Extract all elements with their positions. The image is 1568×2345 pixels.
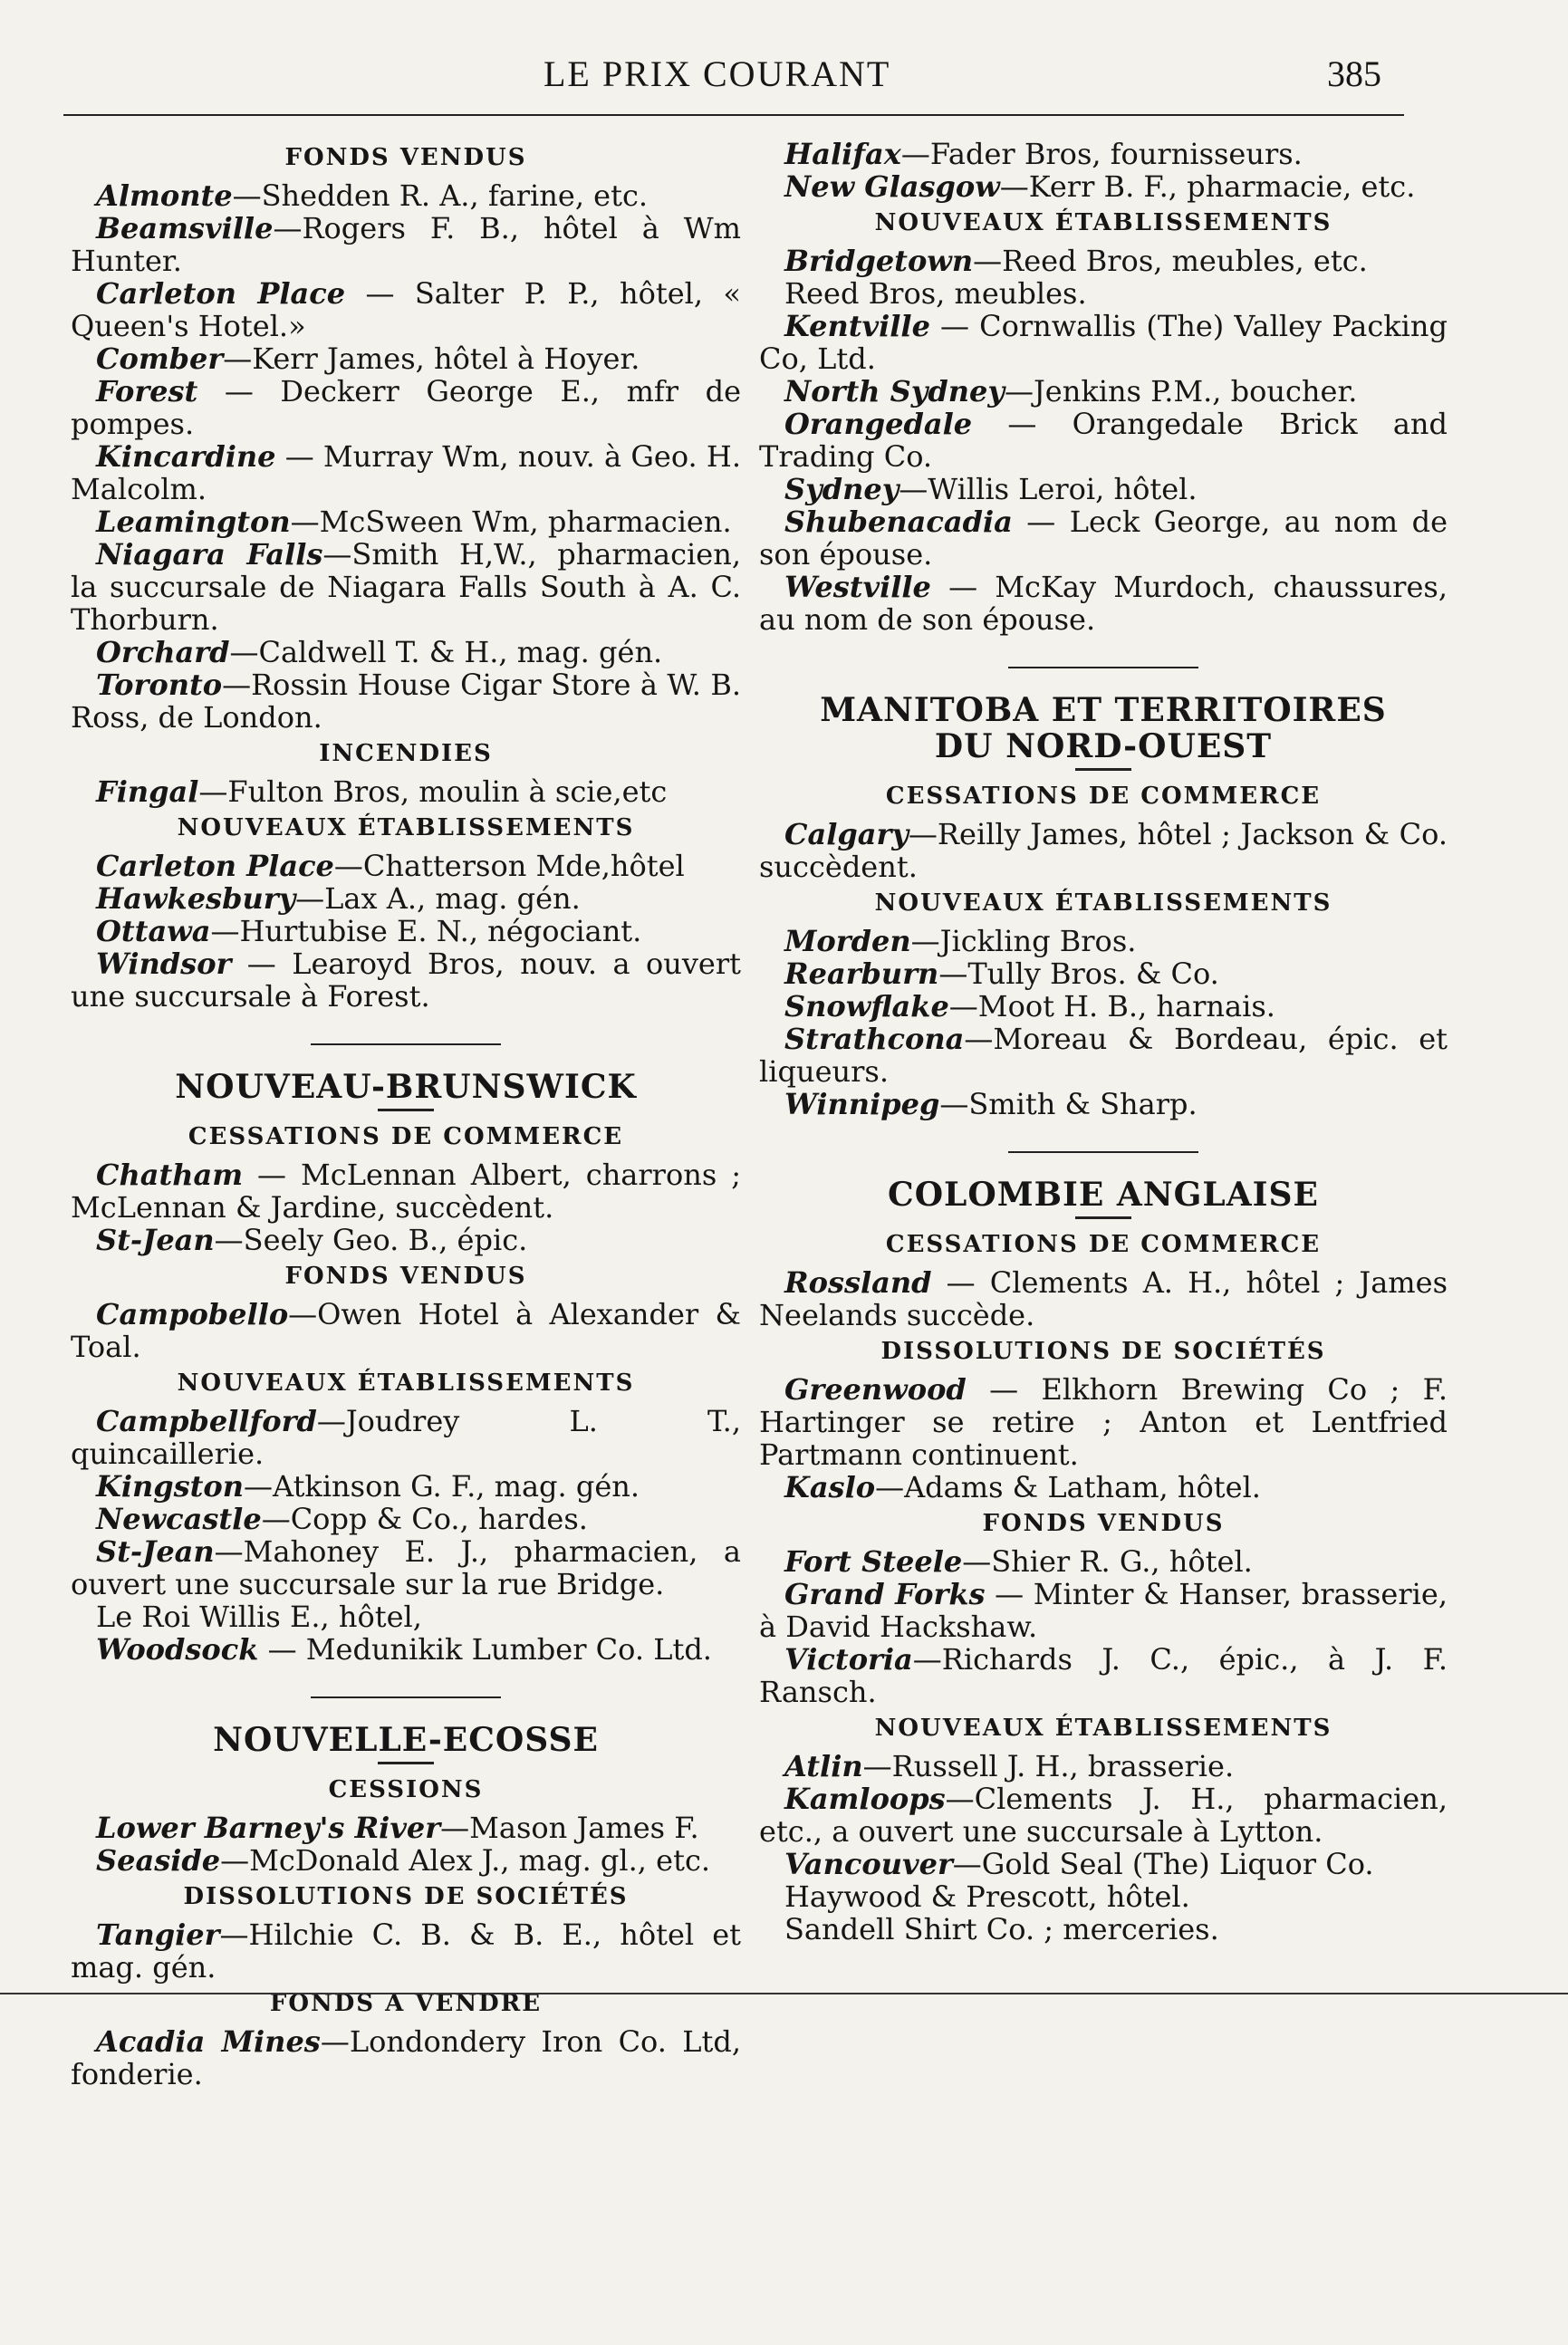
entry-list (71, 1812, 741, 1877)
place-name: Sydney (784, 472, 899, 506)
entry-text: —Kerr James, hôtel à Hoyer. (223, 341, 640, 376)
heading-rule (378, 1762, 434, 1764)
entry-text: —McDonald Alex J., mag. gl., etc. (220, 1843, 711, 1878)
entry-text: —Kerr B. F., pharmacie, etc. (999, 169, 1416, 204)
section-heading: CESSATIONS DE COMMERCE (188, 1123, 624, 1150)
entry-list (759, 245, 1448, 636)
place-name: Strathcona (784, 1022, 965, 1056)
place-name: Greenwood (784, 1372, 967, 1407)
entry-text: — Leck George, au nom de son épouse. (759, 505, 1448, 572)
entry-text: —Reed Bros, meubles, etc. (973, 244, 1368, 278)
place-name: Almonte (96, 178, 233, 213)
listing-entry (71, 1503, 741, 1535)
entry-text: — Deckerr George E., mfr de pompes. (71, 374, 741, 441)
entry-list (759, 1545, 1448, 1708)
listing-entry (71, 636, 741, 668)
separator-rule (311, 1696, 501, 1698)
listing-entry (759, 138, 1448, 170)
entry-text: —Smith H,W., pharmacien, la succursale de Niagara Falls South à A. C. Thorburn. (71, 537, 742, 637)
page-header (0, 53, 1568, 107)
listing-entry (71, 668, 741, 734)
place-name: Winnipeg (784, 1087, 940, 1121)
entry-list (759, 1750, 1448, 1946)
listing-entry (759, 505, 1448, 571)
place-name: Hawkesbury (96, 881, 296, 916)
listing-entry (759, 1471, 1448, 1504)
entry-text: —Reilly James, hôtel ; Jackson & Co. succèdent. (759, 817, 1448, 884)
place-name: Seaside (96, 1843, 221, 1878)
listing-entry (71, 1633, 741, 1666)
section-heading: CESSIONS (328, 1776, 484, 1803)
entry-text: —McSween Wm, pharmacien. (290, 505, 732, 539)
place-name: Snowflake (784, 989, 949, 1024)
listing-entry (71, 277, 741, 342)
listing-entry (71, 179, 741, 212)
entry-text: — Minter & Hanser, brasserie, à David Hackshaw. (759, 1577, 1448, 1644)
entry-text: — Elkhorn Brewing Co ; F. Hartinger se retire ; Anton et Lentfried Partmann continuent. (759, 1372, 1448, 1472)
entry-text: — Clements A. H., hôtel ; James Neelands succède. (759, 1265, 1448, 1332)
place-name: Victoria (784, 1642, 913, 1677)
separator-rule (1008, 667, 1198, 668)
section-heading: DISSOLUTIONS DE SOCIÉTÉS (880, 1338, 1326, 1365)
place-name: Niagara Falls (96, 537, 323, 572)
listing-entry (759, 925, 1448, 957)
entry-text: —Russell J. H., brasserie. (862, 1749, 1235, 1783)
listing-entry (759, 1023, 1448, 1088)
place-name: Bridgetown (784, 244, 974, 278)
entry-list (71, 1405, 741, 1666)
entry-list (759, 818, 1448, 883)
place-name: Calgary (784, 817, 909, 851)
place-name: Grand Forks (784, 1577, 986, 1611)
section-heading: FONDS A VENDRE (269, 1990, 543, 2017)
entry-text: — Learoyd Bros, nouv. a ouvert une succursale à Forest. (71, 947, 741, 1014)
entry-text: —Rossin House Cigar Store à W. B. Ross, de London. (71, 668, 741, 735)
running-title: LE PRIX COURANT (544, 53, 891, 94)
section-heading: CESSATIONS DE COMMERCE (885, 783, 1322, 810)
listing-entry (71, 1158, 741, 1224)
place-name: Fingal (96, 774, 199, 809)
entry-text: — Orangedale Brick and Trading Co. (759, 407, 1448, 474)
place-name: Kingston (96, 1469, 245, 1504)
left-column (71, 138, 741, 2090)
province-heading: COLOMBIE ANGLAISE (888, 1176, 1319, 1214)
heading-rule (378, 1109, 434, 1111)
entry-list (71, 1158, 741, 1256)
place-name: Chatham (96, 1158, 244, 1192)
listing-entry (71, 440, 741, 505)
listing-entry (759, 1088, 1448, 1120)
place-name: Kamloops (784, 1782, 946, 1816)
listing-entry (71, 2025, 741, 2090)
section-heading: FONDS VENDUS (284, 1263, 527, 1290)
entry-list (759, 138, 1448, 203)
entry-list (71, 1918, 741, 1984)
section-heading: NOUVEAUX ÉTABLISSEMENTS (874, 889, 1332, 917)
entry-text: — Salter P. P., hôtel, « Queen's Hotel.» (71, 276, 742, 343)
section-heading: NOUVEAUX ÉTABLISSEMENTS (874, 1715, 1332, 1742)
listing-entry (759, 1643, 1448, 1708)
entry-text: —Fader Bros, fournisseurs. (900, 137, 1303, 171)
section-heading: NOUVEAUX ÉTABLISSEMENTS (177, 814, 635, 841)
place-name: Carleton Place (96, 276, 346, 311)
place-name: Westville (784, 570, 931, 604)
listing-entry (71, 882, 741, 915)
entry-text: —Lax A., mag. gén. (295, 881, 581, 916)
place-name: Rearburn (784, 956, 939, 991)
entry-text: —Chatterson Mde,hôtel (333, 849, 685, 883)
listing-entry (71, 1600, 741, 1633)
listing-entry (71, 1535, 741, 1600)
listing-entry (759, 310, 1448, 375)
place-name: Orangedale (784, 407, 973, 441)
place-name: Forest (96, 374, 198, 408)
entry-list (71, 2025, 741, 2090)
section-heading: NOUVEAUX ÉTABLISSEMENTS (177, 1370, 635, 1397)
province-heading-line-2: DU NORD-OUEST (934, 727, 1273, 765)
place-name: Tangier (96, 1917, 220, 1952)
entry-text: —Jickling Bros. (910, 924, 1137, 958)
entry-text: —Smith & Sharp. (939, 1087, 1198, 1121)
listing-entry (71, 915, 741, 947)
entry-text: Sandell Shirt Co. ; merceries. (784, 1912, 1219, 1946)
entry-text: —Hurtubise E. N., négociant. (210, 914, 642, 948)
listing-entry (71, 538, 741, 636)
entry-text: —Tully Bros. & Co. (938, 956, 1219, 991)
place-name: Rossland (784, 1265, 932, 1300)
province-heading: NOUVEAU-BRUNSWICK (175, 1068, 637, 1106)
listing-entry (759, 1266, 1448, 1331)
entry-text: —Gold Seal (The) Liquor Co. (952, 1847, 1374, 1881)
listing-entry (759, 1848, 1448, 1880)
place-name: Halifax (784, 137, 901, 171)
place-name: St-Jean (96, 1534, 215, 1569)
section-heading: NOUVEAUX ÉTABLISSEMENTS (874, 209, 1332, 236)
listing-entry (759, 957, 1448, 990)
entry-text: —Fulton Bros, moulin à scie,etc (198, 774, 668, 809)
entry-text: —Londondery Iron Co. Ltd, fonderie. (71, 2024, 742, 2091)
entry-list (759, 1373, 1448, 1504)
entry-list (71, 179, 741, 734)
entry-text: Reed Bros, meubles. (784, 276, 1087, 311)
place-name: Vancouver (784, 1847, 953, 1881)
place-name: Kentville (784, 309, 930, 343)
page-number: 385 (1327, 53, 1381, 94)
listing-entry (759, 277, 1448, 310)
listing-entry (71, 342, 741, 375)
listing-entry (759, 1913, 1448, 1946)
place-name: Acadia Mines (96, 2024, 321, 2059)
listing-entry (759, 170, 1448, 203)
place-name: Atlin (784, 1749, 863, 1783)
entry-text: —Joudrey L. T., quincaillerie. (71, 1404, 741, 1471)
right-column (759, 138, 1448, 1946)
listing-entry (759, 1750, 1448, 1783)
entry-text: —Rogers F. B., hôtel à Wm Hunter. (71, 211, 741, 278)
entry-text: —Moreau & Bordeau, épic. et liqueurs. (759, 1022, 1448, 1089)
entry-text: —Mahoney E. J., pharmacien, a ouvert une succursale sur la rue Bridge. (71, 1534, 741, 1601)
heading-rule (1075, 1216, 1131, 1219)
listing-entry (71, 1844, 741, 1877)
place-name: Fort Steele (784, 1544, 963, 1579)
separator-rule (1008, 1151, 1198, 1153)
listing-entry (71, 775, 741, 808)
entry-list (71, 775, 741, 808)
place-name: St-Jean (96, 1223, 215, 1257)
entry-text: — Cornwallis (The) Valley Packing Co, Ltd. (759, 309, 1448, 376)
place-name: Toronto (96, 668, 223, 702)
listing-entry (71, 1405, 741, 1470)
place-name: Kincardine (96, 439, 276, 474)
place-name: North Sydney (784, 374, 1005, 408)
entry-text: —Adams & Latham, hôtel. (875, 1470, 1261, 1504)
listing-entry (71, 375, 741, 440)
place-name: Comber (96, 341, 224, 376)
place-name: Leamington (96, 505, 291, 539)
place-name: Lower Barney's River (96, 1811, 441, 1845)
listing-entry (759, 408, 1448, 473)
listing-entry (759, 375, 1448, 408)
listing-entry (759, 473, 1448, 505)
entry-text: — McKay Murdoch, chaussures, au nom de son épouse. (759, 570, 1448, 637)
entry-text: — McLennan Albert, charrons ; McLennan & Jardine, succèdent. (71, 1158, 741, 1225)
section-heading: INCENDIES (319, 740, 493, 767)
listing-entry (71, 1918, 741, 1984)
entry-text: Le Roi Willis E., hôtel, (96, 1600, 422, 1634)
separator-rule (311, 1043, 501, 1045)
scan-fold-line (0, 1993, 1568, 1994)
listing-entry (71, 505, 741, 538)
entry-text: —Shier R. G., hôtel. (962, 1544, 1253, 1579)
entry-text: —Caldwell T. & H., mag. gén. (229, 635, 663, 669)
entry-text: —Clements J. H., pharmacien, etc., a ouvert une succursale à Lytton. (759, 1782, 1448, 1849)
listing-entry (759, 1373, 1448, 1471)
listing-entry (71, 1812, 741, 1844)
entry-list (71, 1298, 741, 1363)
province-heading: NOUVELLE-ECOSSE (213, 1721, 599, 1759)
place-name: Newcastle (96, 1502, 262, 1536)
entry-text: —Owen Hotel à Alexander & Toal. (71, 1297, 741, 1364)
place-name: Ottawa (96, 914, 211, 948)
province-heading: MANITOBA ET TERRITOIRES (820, 691, 1387, 729)
place-name: Kaslo (784, 1470, 876, 1504)
entry-text: —Shedden R. A., farine, etc. (232, 178, 649, 213)
entry-text: —Copp & Co., hardes. (261, 1502, 588, 1536)
place-name: Woodsock (96, 1632, 259, 1667)
listing-entry (759, 1783, 1448, 1848)
header-rule (63, 114, 1404, 116)
section-heading: FONDS VENDUS (284, 144, 527, 171)
place-name: Beamsville (96, 211, 274, 245)
entry-text: —Richards J. C., épic., à J. F. Ransch. (759, 1642, 1448, 1709)
place-name: Carleton Place (96, 849, 334, 883)
listing-entry (759, 245, 1448, 277)
section-heading: CESSATIONS DE COMMERCE (885, 1231, 1322, 1258)
entry-text: —Seely Geo. B., épic. (214, 1223, 528, 1257)
section-heading: FONDS VENDUS (982, 1510, 1225, 1537)
place-name: Shubenacadia (784, 505, 1013, 539)
entry-text: Haywood & Prescott, hôtel. (784, 1879, 1190, 1914)
listing-entry (759, 818, 1448, 883)
place-name: Orchard (96, 635, 230, 669)
listing-entry (71, 1224, 741, 1256)
entry-list (759, 925, 1448, 1120)
entry-text: — Medunikik Lumber Co. Ltd. (258, 1632, 712, 1667)
entry-text: —Jenkins P.M., boucher. (1004, 374, 1358, 408)
entry-text: —Moot H. B., harnais. (948, 989, 1275, 1024)
place-name: Campobello (96, 1297, 289, 1331)
place-name: Windsor (96, 947, 232, 981)
entry-text: —Hilchie C. B. & B. E., hôtel et mag. gén. (71, 1917, 741, 1985)
listing-entry (71, 1298, 741, 1363)
place-name: Campbellford (96, 1404, 317, 1438)
listing-entry (759, 990, 1448, 1023)
entry-text: —Willis Leroi, hôtel. (899, 472, 1198, 506)
listing-entry (759, 571, 1448, 636)
listing-entry (759, 1545, 1448, 1578)
listing-entry (71, 1470, 741, 1503)
section-heading: DISSOLUTIONS DE SOCIÉTÉS (183, 1883, 629, 1910)
heading-rule (1075, 768, 1131, 771)
listing-entry (759, 1578, 1448, 1643)
entry-text: —Atkinson G. F., mag. gén. (244, 1469, 640, 1504)
place-name: Morden (784, 924, 911, 958)
listing-entry (71, 212, 741, 277)
listing-entry (759, 1880, 1448, 1913)
entry-list (71, 850, 741, 1013)
place-name: New Glasgow (784, 169, 1000, 204)
listing-entry (71, 947, 741, 1013)
listing-entry (71, 850, 741, 882)
entry-text: —Mason James F. (440, 1811, 699, 1845)
entry-list (759, 1266, 1448, 1331)
entry-text: — Murray Wm, nouv. à Geo. H. Malcolm. (71, 439, 741, 506)
